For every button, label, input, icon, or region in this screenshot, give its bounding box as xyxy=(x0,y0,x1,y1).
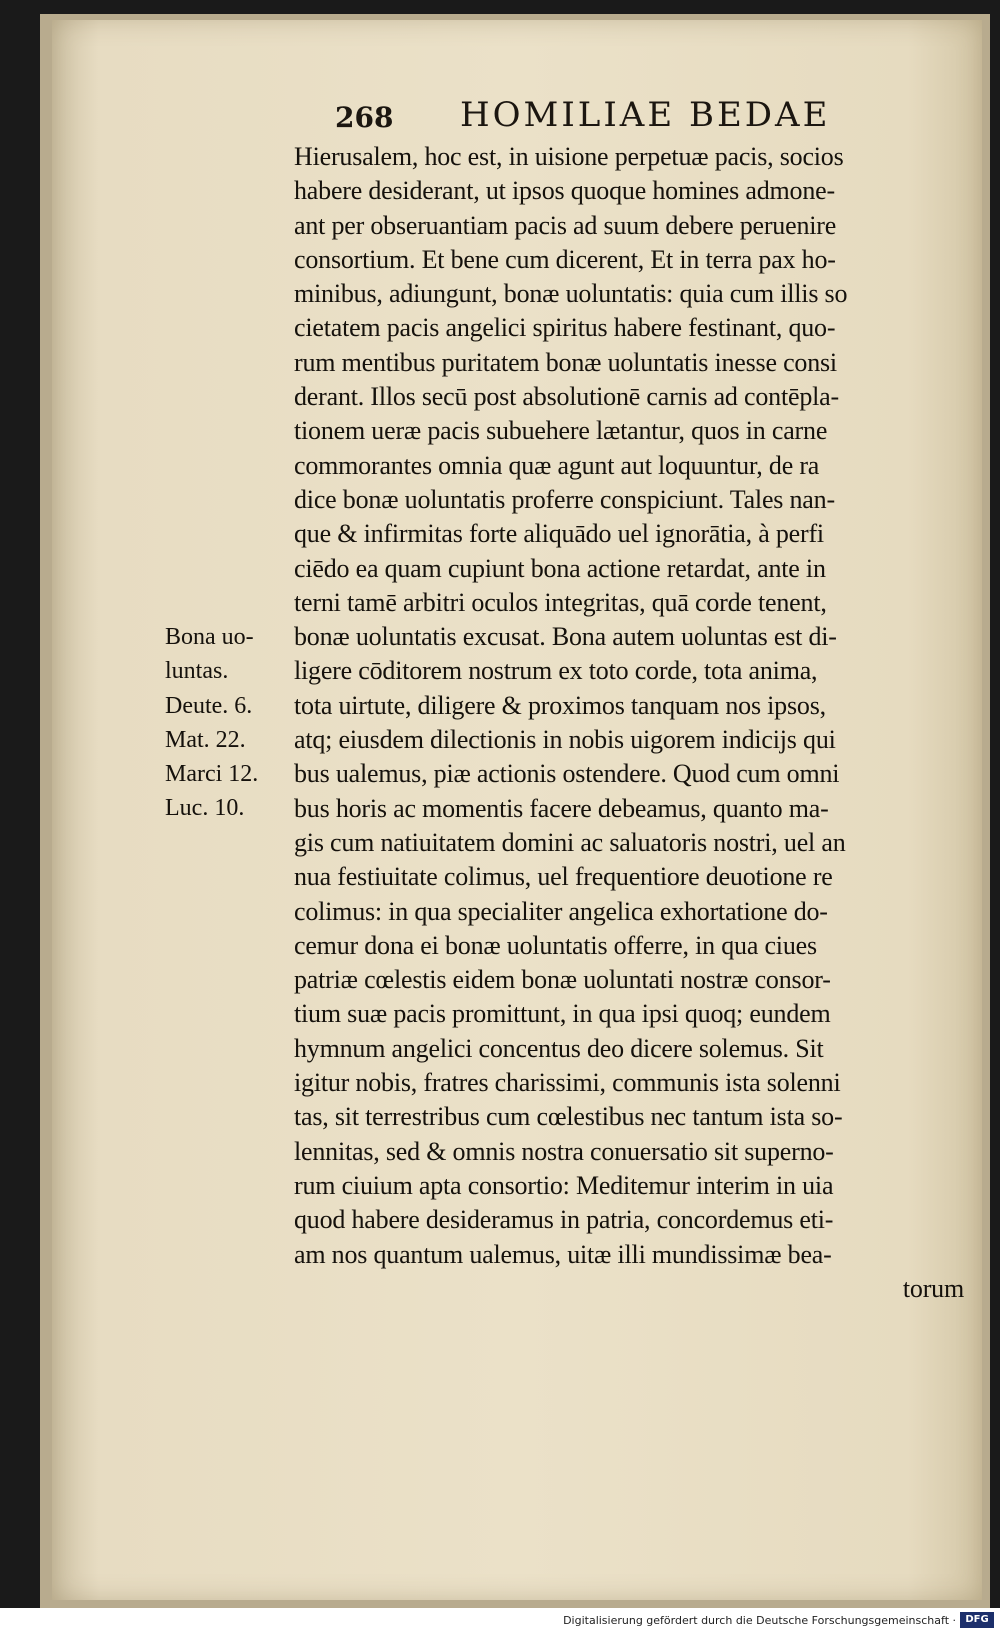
margin-notes xyxy=(165,620,290,826)
body-line: rum ciuium apta consortio: Meditemur interim in uia xyxy=(294,1170,834,1200)
body-line: consortium. Et bene cum dicerent, Et in terra pax ho- xyxy=(294,244,836,274)
body-line: commorantes omnia quæ agunt aut loquuntur, de ra xyxy=(294,450,820,480)
body-line: tionem ueræ pacis subuehere lætantur, quos in carne xyxy=(294,416,828,446)
margin-note: Marci 12. xyxy=(165,761,259,788)
body-text xyxy=(294,140,964,1306)
body-line: gis cum natiuitatem domini ac saluatoris nostri, uel an xyxy=(294,827,846,857)
digitization-footer xyxy=(0,1608,1000,1636)
footer-credit: Digitalisierung gefördert durch die Deutsche Forschungsgemeinschaft · xyxy=(563,1614,956,1627)
body-line: am nos quantum ualemus, uitæ illi mundissimæ bea- xyxy=(294,1239,832,1269)
body-line: bonæ uoluntatis excusat. Bona autem uoluntas est di- xyxy=(294,622,837,652)
body-line: atq; eiusdem dilectionis in nobis uigorem indicijs qui xyxy=(294,725,836,755)
body-line: dice bonæ uoluntatis proferre conspiciunt. Tales nan- xyxy=(294,484,835,514)
dfg-logo: DFG xyxy=(960,1612,994,1628)
body-line: quod habere desideramus in patria, concordemus eti- xyxy=(294,1205,834,1235)
running-title: HOMILIAE BEDAE xyxy=(460,95,831,135)
body-line: tota uirtute, diligere & proximos tanquam nos ipsos, xyxy=(294,690,826,720)
body-line: hymnum angelici concentus deo dicere solemus. Sit xyxy=(294,1033,824,1063)
body-line: bus horis ac momentis facere debeamus, quanto ma- xyxy=(294,793,829,823)
body-line: igitur nobis, fratres charissimi, communis ista solenni xyxy=(294,1068,841,1098)
body-line: lennitas, sed & omnis nostra conuersatio sit superno- xyxy=(294,1136,834,1166)
margin-note: Deute. 6. xyxy=(165,692,253,719)
body-line: tas, sit terrestribus cum cœlestibus nec tantum ista so- xyxy=(294,1102,843,1132)
body-line: derant. Illos secū post absolutionē carnis ad contēpla- xyxy=(294,382,839,412)
body-line: bus ualemus, piæ actionis ostendere. Quod cum omni xyxy=(294,759,840,789)
margin-note: luntas. xyxy=(165,658,229,685)
body-line: cietatem pacis angelici spiritus habere festinant, quo- xyxy=(294,313,836,343)
body-line: ligere cōditorem nostrum ex toto corde, tota anima, xyxy=(294,656,818,686)
body-line: ciēdo ea quam cupiunt bona actione retardat, ante in xyxy=(294,553,826,583)
body-line: rum mentibus puritatem bonæ uoluntatis inesse consi xyxy=(294,347,837,377)
body-line: tium suæ pacis promittunt, in qua ipsi quoq; eundem xyxy=(294,999,831,1029)
margin-note: Mat. 22. xyxy=(165,726,246,753)
body-line: Hierusalem, hoc est, in uisione perpetuæ pacis, socios xyxy=(294,142,844,171)
body-line: habere desiderant, ut ipsos quoque homines admone- xyxy=(294,176,835,206)
body-line: ant per obseruantiam pacis ad suum debere peruenire xyxy=(294,210,837,240)
body-line: patriæ cœlestis eidem bonæ uoluntati nostræ consor- xyxy=(294,965,831,995)
catchword: torum xyxy=(902,1273,964,1303)
body-line: que & infirmitas forte aliquādo uel ignorātia, à perfi xyxy=(294,519,824,549)
body-line: minibus, adiungunt, bonæ uoluntatis: quia cum illis so xyxy=(294,279,848,309)
body-line: terni tamē arbitri oculos integritas, quā corde tenent, xyxy=(294,587,827,617)
page-number: 268 xyxy=(335,101,394,134)
margin-note: Luc. 10. xyxy=(165,795,245,822)
body-line: colimus: in qua specialiter angelica exhortatione do- xyxy=(294,896,828,926)
body-line: nua festiuitate colimus, uel frequentiore deuotione re xyxy=(294,862,833,892)
margin-note: Bona uo- xyxy=(165,624,254,650)
body-line: cemur dona ei bonæ uoluntatis offerre, in qua ciues xyxy=(294,930,817,960)
page-header xyxy=(335,95,835,145)
